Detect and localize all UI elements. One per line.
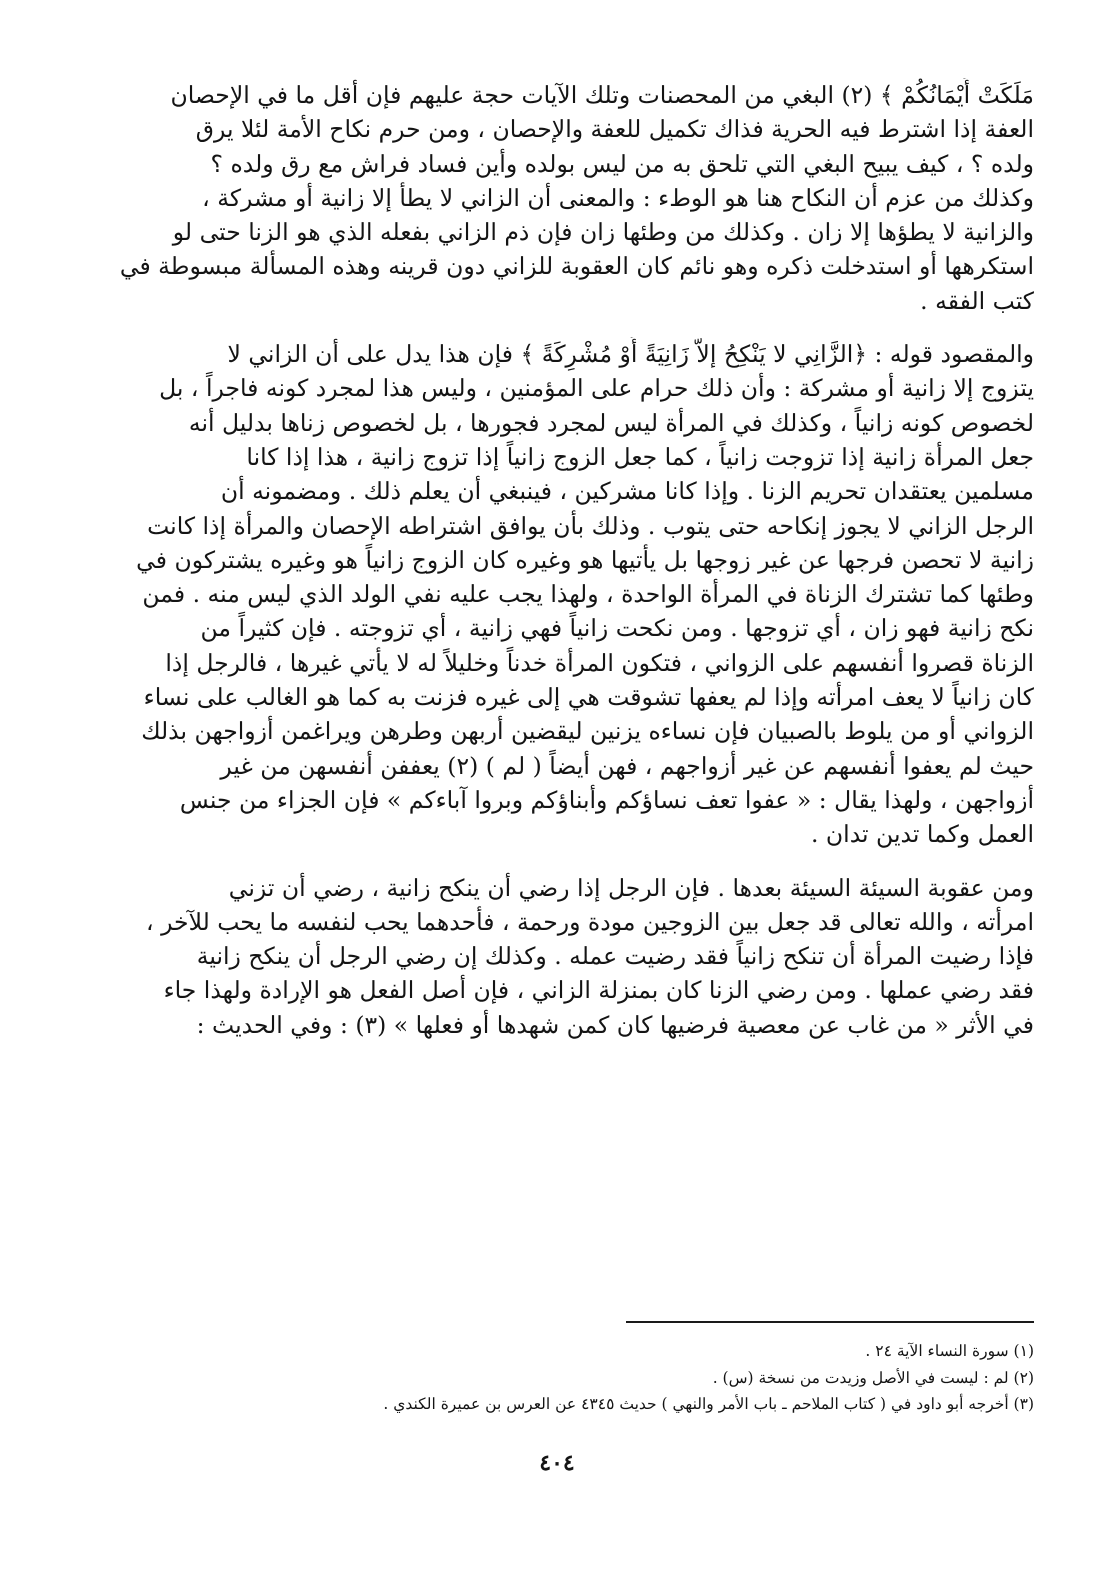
page-body xyxy=(72,78,1034,1061)
text-line: نكح زانية فهو زان ، أي تزوجها . ومن نكحت زانياً فهي زانية ، أي تزوجته . فإن كثيراً من xyxy=(200,614,1034,643)
text-line: مسلمين يعتقدان تحريم الزنا . وإذا كانا مشركين ، فينبغي أن يعلم ذلك . ومضمونه أن xyxy=(220,477,1034,506)
text-line: استكرهها أو استدخلت ذكره وهو نائم كان العقوبة للزاني دون قرينه وهذه المسألة مبسوطة في xyxy=(119,252,1034,281)
text-line: جعل المرأة زانية إذا تزوجت زانياً ، كما جعل الزوج زانياً إذا تزوج زانية ، هذا إذا كانا xyxy=(246,442,1034,471)
footnotes xyxy=(74,1338,1034,1418)
text-line: العفة إذا اشترط فيه الحرية فذاك تكميل للعفة والإحصان ، ومن حرم نكاح الأمة لئلا يرق xyxy=(195,115,1034,144)
text-line: الزواني أو من يلوط بالصبيان فإن نساءه يزنين ليقضين أربهن وطرهن ويراغمن أزواجهن بذلك xyxy=(141,717,1034,746)
text-line: يتزوج إلا زانية أو مشركة : وأن ذلك حرام على المؤمنين ، وليس هذا لمجرد كونه فاجراً ، بل xyxy=(159,374,1034,403)
text-line: أزواجهن ، ولهذا يقال : « عفوا تعف نساؤكم وأبناؤكم وبروا آباءكم » فإن الجزاء من جنس xyxy=(179,785,1034,814)
text-line: ومن عقوبة السيئة السيئة بعدها . فإن الرجل إذا رضي أن ينكح زانية ، رضي أن تزني xyxy=(228,873,1034,902)
footnote-2: (٢) لم : ليست في الأصل وزيدت من نسخة (س) . xyxy=(712,1368,1034,1387)
text-line: والزانية لا يطؤها إلا زان . وكذلك من وطئها زان فإن ذم الزاني بفعله الذي هو الزنا حتى لو xyxy=(172,218,1034,247)
footnote-divider xyxy=(626,1321,1034,1323)
text-line: امرأته ، والله تعالى قد جعل بين الزوجين مودة ورحمة ، فأحدهما يحب لنفسه ما يحب للآخر ، xyxy=(146,907,1034,936)
text-line: زانية لا تحصن فرجها عن غير زوجها بل يأتيها هو وغيره كان الزوج زانياً هو وغيره يشتركون في xyxy=(136,545,1034,574)
text-line: وطئها كما تشترك الزناة في المرأة الواحدة ، ولهذا يجب عليه نفي الولد الذي ليس منه . فمن xyxy=(142,580,1034,609)
text-line: فقد رضي عملها . ومن رضي الزنا كان بمنزلة الزاني ، فإن أصل الفعل هو الإرادة ولهذا جاء xyxy=(163,976,1034,1005)
text-line: لخصوص كونه زانياً ، وكذلك في المرأة ليس لمجرد فجورها ، بل لخصوص زناها بدليل أنه xyxy=(188,408,1034,437)
footnote-3: (٣) أخرجه أبو داود في ( كتاب الملاحم ـ باب الأمر والنهي ) حديث ٤٣٤٥ عن العرس بن عميرة الكندي . xyxy=(383,1395,1034,1413)
text-line: حيث لم يعفوا أنفسهم عن غير أزواجهم ، فهن أيضاً ( لم ) (٢) يعففن أنفسهن من غير xyxy=(220,751,1034,780)
text-line: وكذلك من عزم أن النكاح هنا هو الوطء : والمعنى أن الزاني لا يطأ إلا زانية أو مشركة ، xyxy=(202,183,1034,212)
footnote-1: (١) سورة النساء الآية ٢٤ . xyxy=(865,1342,1034,1360)
text-line: فإذا رضيت المرأة أن تنكح زانياً فقد رضيت عمله . وكذلك إن رضي الرجل أن ينكح زانية xyxy=(196,942,1034,971)
page-number: ٤٠٤ xyxy=(539,1450,575,1476)
text-line: كتب الفقه . xyxy=(920,286,1034,315)
text-line: الزناة قصروا أنفسهم على الزواني ، فتكون المرأة خدناً وخليلاً له لا يأتي غيرها ، فالرجل إذا xyxy=(165,648,1034,677)
paragraph-1 xyxy=(72,78,1034,318)
text-line: والمقصود قوله : ﴿الزَّانِي لا يَنْكِحُ إلاّ زَانِيَةً أَوْ مُشْرِكَةً ﴾ فإن هذا يدل على أن الزاني لا xyxy=(227,340,1034,369)
text-line: الرجل الزاني لا يجوز إنكاحه حتى يتوب . وذلك بأن يوافق اشتراطه الإحصان والمرأة إذا كانت xyxy=(147,511,1034,540)
text-line: ولده ؟ ، كيف يبيح البغي التي تلحق به من ليس بولده وأين فساد فراش مع رق ولده ؟ xyxy=(210,149,1034,178)
text-line: كان زانياً لا يعف امرأته وإذا لم يعفها تشوقت هي إلى غيره فزنت به كما هو الغالب على نساء xyxy=(143,683,1034,712)
text-line: مَلَكَتْ أَيْمَانُكُمْ ﴾ (٢) البغي من المحصنات وتلك الآيات حجة عليهم فإن أقل ما في الإحصان xyxy=(170,81,1034,109)
text-line: في الأثر « من غاب عن معصية فرضيها كان كمن شهدها أو فعلها » (٣) : وفي الحديث : xyxy=(196,1010,1034,1039)
paragraph-2 xyxy=(72,337,1034,851)
paragraph-3 xyxy=(72,871,1034,1042)
text-line: العمل وكما تدين تدان . xyxy=(810,820,1034,849)
